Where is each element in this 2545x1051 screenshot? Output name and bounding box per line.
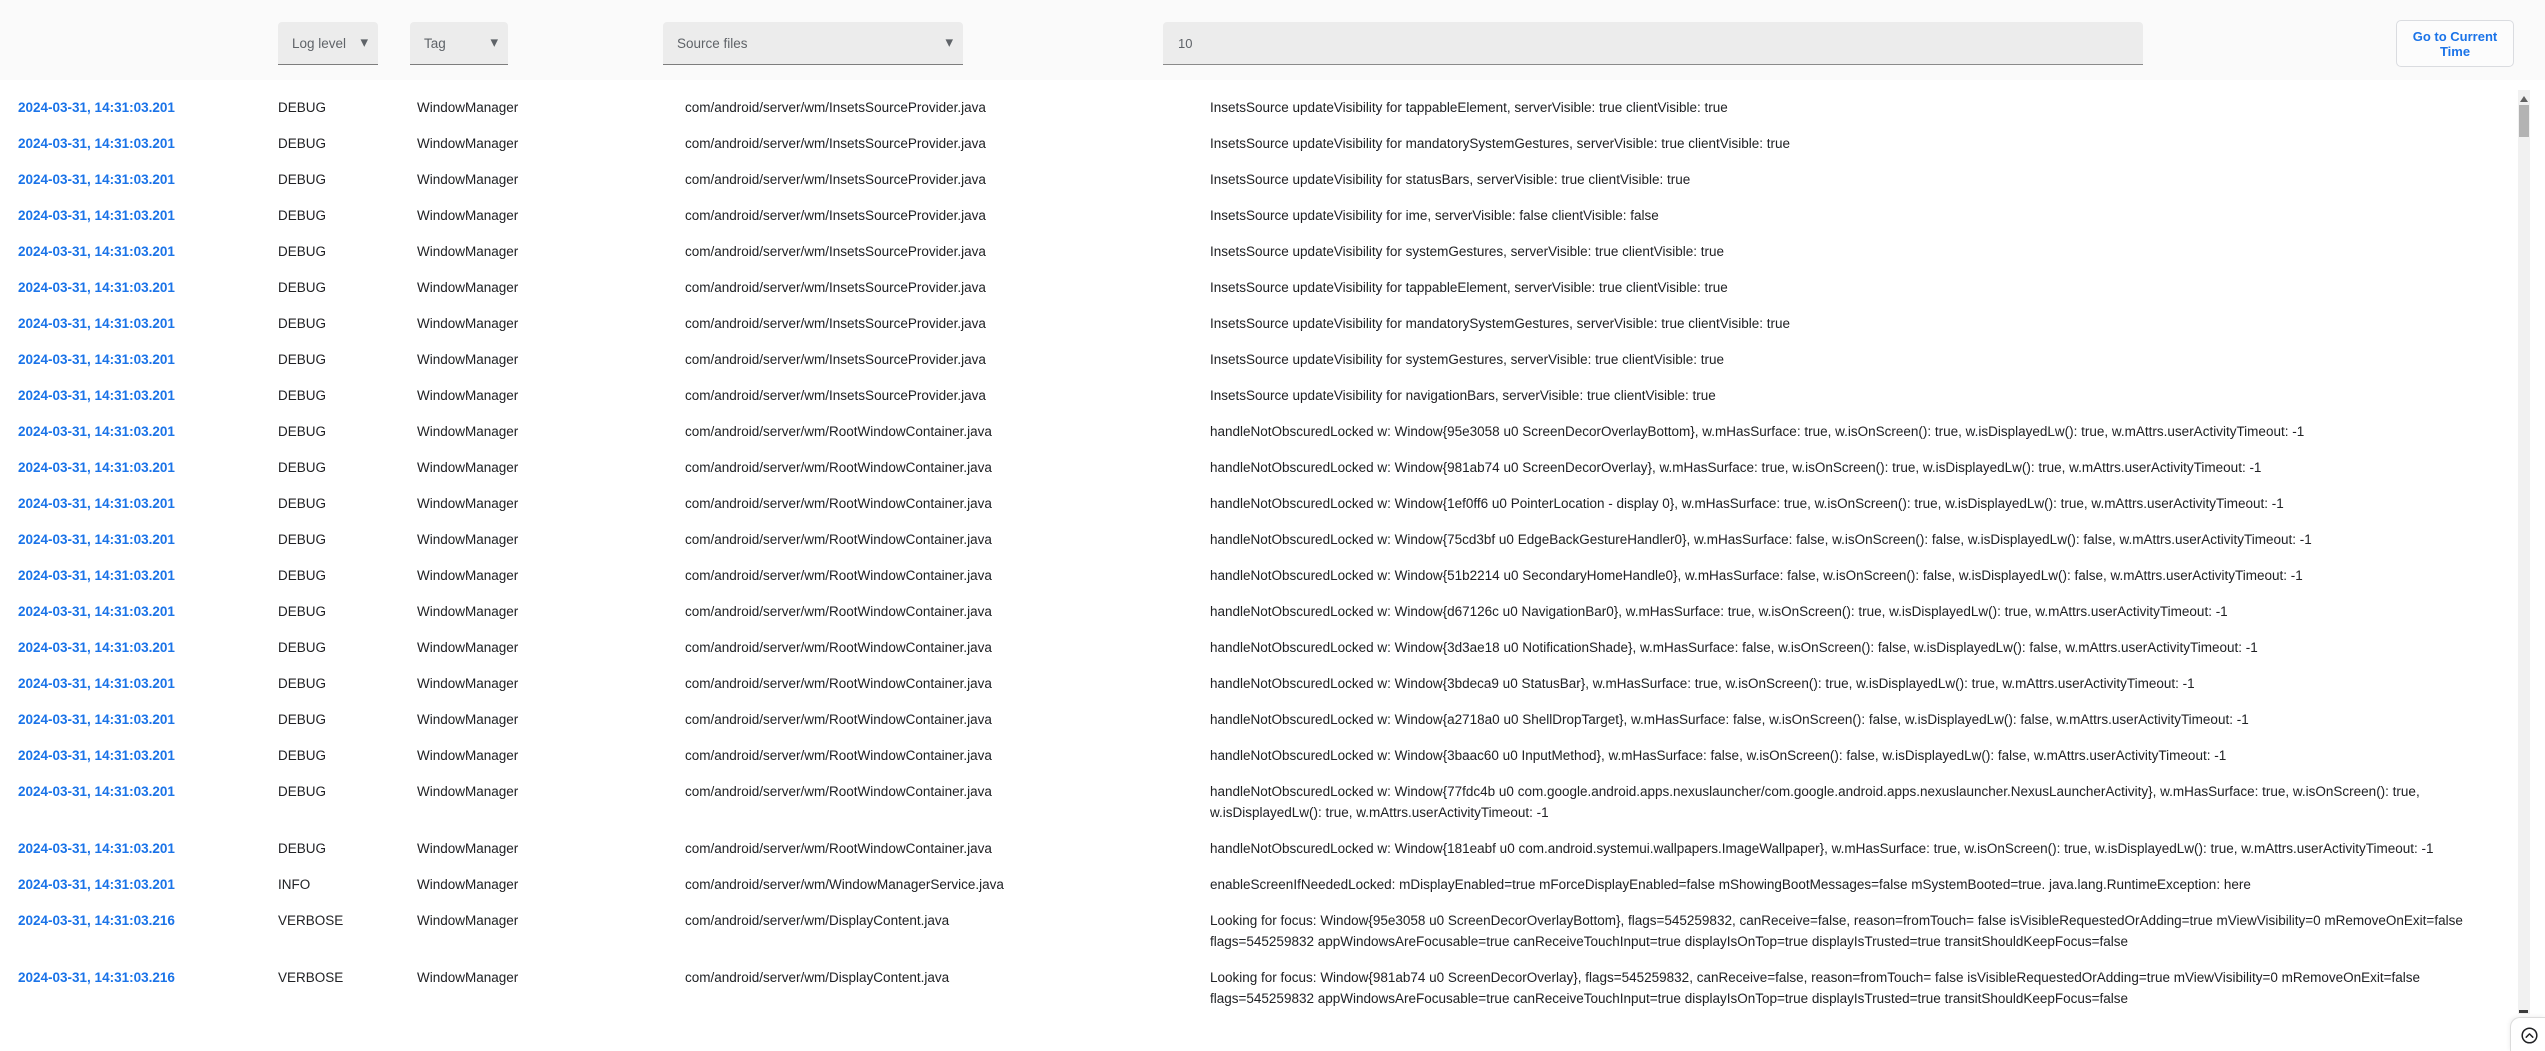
log-row [0,198,2520,234]
log-timestamp-link[interactable]: 2024-03-31, 14:31:03.201 [18,604,175,619]
log-message-cell: handleNotObscuredLocked w: Window{51b2214 u0 SecondaryHomeHandle0}, w.mHasSurface: false, w.isOnScreen(): false, w.isDisplayedLw(): false, w.mAttrs.userActivityTimeout: -1 [1210,568,2303,583]
log-row [0,378,2520,414]
log-tag-cell: WindowManager [417,244,519,259]
log-message-cell: handleNotObscuredLocked w: Window{a2718a0 u0 ShellDropTarget}, w.mHasSurface: false, w.isOnScreen(): false, w.isDisplayedLw(): false, w.mAttrs.userActivityTimeout: -1 [1210,712,2249,727]
scrollbar-up-arrow-icon[interactable] [2520,96,2528,102]
log-level-cell: VERBOSE [278,970,344,985]
log-row [0,270,2520,306]
log-message-cell: InsetsSource updateVisibility for ime, serverVisible: false clientVisible: false [1210,208,1659,223]
log-source-file-cell: com/android/server/wm/InsetsSourceProvider.java [685,316,986,331]
log-message-cell: handleNotObscuredLocked w: Window{181eabf u0 com.android.systemui.wallpapers.ImageWallpaper}, w.mHasSurface: true, w.isOnScreen(): true, w.isDisplayedLw(): true, w.mAttrs.userActivityTimeout: -1 [1210,841,2434,856]
log-row [0,306,2520,342]
log-level-cell: INFO [278,877,311,892]
go-to-current-time-button[interactable]: Go to Current Time [2396,20,2514,67]
log-level-cell: DEBUG [278,496,327,511]
log-message-cell: handleNotObscuredLocked w: Window{1ef0ff6 u0 PointerLocation - display 0}, w.mHasSurface: true, w.isOnScreen(): true, w.isDisplayedLw(): true, w.mAttrs.userActivityTimeout: -1 [1210,496,2284,511]
log-tag-cell: WindowManager [417,316,519,331]
log-tag-cell: WindowManager [417,748,519,763]
log-tag-cell: WindowManager [417,841,519,856]
scroll-to-top-button[interactable] [2510,1017,2545,1051]
log-tag-cell: WindowManager [417,604,519,619]
log-message-cell: InsetsSource updateVisibility for statusBars, serverVisible: true clientVisible: true [1210,172,1691,187]
log-tag-cell: WindowManager [417,877,519,892]
log-level-cell: DEBUG [278,352,327,367]
log-message-cell: InsetsSource updateVisibility for mandatorySystemGestures, serverVisible: true clientVisible: true [1210,136,1791,151]
log-row [0,630,2520,666]
log-tag-cell: WindowManager [417,460,519,475]
log-timestamp-link[interactable]: 2024-03-31, 14:31:03.201 [18,424,175,439]
log-message-cell: InsetsSource updateVisibility for systemGestures, serverVisible: true clientVisible: true [1210,244,1724,259]
log-table-body [0,90,2520,1017]
log-source-file-cell: com/android/server/wm/RootWindowContainer.java [685,424,992,439]
vertical-scrollbar[interactable] [2518,90,2530,1014]
log-tag-cell: WindowManager [417,676,519,691]
log-level-cell: DEBUG [278,784,327,799]
log-message-cell: Looking for focus: Window{981ab74 u0 ScreenDecorOverlay}, flags=545259832, canReceive=false, reason=fromTouch= false isVisibleRequestedOrAdding=true mViewVisibility=0 mRemoveOnExit=false flags=545259832 appWindowsAreFocusable=true canReceiveTouchInput=true displayIsOnTop=true displayIsTrusted=true transitShouldKeepFocus=false [1210,970,2421,1006]
chevron-down-icon: ▾ [360,33,368,51]
log-tag-cell: WindowManager [417,784,519,799]
log-timestamp-link[interactable]: 2024-03-31, 14:31:03.201 [18,877,175,892]
log-message-cell: handleNotObscuredLocked w: Window{75cd3bf u0 EdgeBackGestureHandler0}, w.mHasSurface: false, w.isOnScreen(): false, w.isDisplayedLw(): false, w.mAttrs.userActivityTimeout: -1 [1210,532,2312,547]
log-tag-cell: WindowManager [417,712,519,727]
log-level-cell: DEBUG [278,172,327,187]
log-level-cell: DEBUG [278,748,327,763]
log-tag-cell: WindowManager [417,100,519,115]
log-row [0,234,2520,270]
log-level-cell: DEBUG [278,280,327,295]
log-timestamp-link[interactable]: 2024-03-31, 14:31:03.201 [18,388,175,403]
log-level-cell: DEBUG [278,640,327,655]
log-timestamp-link[interactable]: 2024-03-31, 14:31:03.216 [18,913,175,928]
log-message-cell: InsetsSource updateVisibility for tappableElement, serverVisible: true clientVisible: true [1210,100,1728,115]
log-row [0,558,2520,594]
circled-chevron-up-icon [2521,1027,2538,1044]
log-timestamp-link[interactable]: 2024-03-31, 14:31:03.201 [18,316,175,331]
log-tag-cell: WindowManager [417,388,519,403]
log-row [0,522,2520,558]
log-row [0,126,2520,162]
log-timestamp-link[interactable]: 2024-03-31, 14:31:03.201 [18,244,175,259]
log-level-cell: DEBUG [278,712,327,727]
filter-value-input[interactable] [1163,22,2143,65]
log-row [0,702,2520,738]
log-timestamp-link[interactable]: 2024-03-31, 14:31:03.201 [18,568,175,583]
log-source-file-cell: com/android/server/wm/InsetsSourceProvider.java [685,388,986,403]
scrollbar-thumb[interactable] [2519,105,2529,137]
log-level-cell: DEBUG [278,604,327,619]
chevron-down-icon: ▾ [490,33,498,51]
log-message-cell: handleNotObscuredLocked w: Window{77fdc4b u0 com.google.android.apps.nexuslauncher/com.google.android.apps.nexuslauncher.NexusLauncherActivity}, w.mHasSurface: true, w.isOnScreen(): true, w.isDisplayedLw(): true, w.mAttrs.userActivityTimeout: -1 [1210,784,2420,820]
log-tag-cell: WindowManager [417,208,519,223]
scrollbar-end-mark [2519,1010,2528,1013]
log-timestamp-link[interactable]: 2024-03-31, 14:31:03.201 [18,841,175,856]
log-tag-cell: WindowManager [417,352,519,367]
log-tag-cell: WindowManager [417,970,519,985]
log-source-file-cell: com/android/server/wm/InsetsSourceProvider.java [685,352,986,367]
log-row [0,450,2520,486]
log-timestamp-link[interactable]: 2024-03-31, 14:31:03.201 [18,784,175,799]
log-level-cell: DEBUG [278,100,327,115]
filter-toolbar [0,0,2545,80]
log-row [0,774,2520,831]
log-source-file-cell: com/android/server/wm/RootWindowContainer.java [685,640,992,655]
log-tag-cell: WindowManager [417,496,519,511]
log-row [0,960,2520,1017]
log-tag-cell: WindowManager [417,280,519,295]
log-level-cell: DEBUG [278,136,327,151]
log-message-cell: Looking for focus: Window{95e3058 u0 ScreenDecorOverlayBottom}, flags=545259832, canReceive=false, reason=fromTouch= false isVisibleRequestedOrAdding=true mViewVisibility=0 mRemoveOnExit=false flags=545259832 appWindowsAreFocusable=true canReceiveTouchInput=true displayIsOnTop=true displayIsTrusted=true transitShouldKeepFocus=false [1210,913,2463,949]
log-row [0,666,2520,702]
log-source-file-cell: com/android/server/wm/InsetsSourceProvider.java [685,100,986,115]
log-level-cell: DEBUG [278,841,327,856]
log-source-file-cell: com/android/server/wm/DisplayContent.java [685,913,950,928]
log-row [0,831,2520,867]
log-source-file-cell: com/android/server/wm/RootWindowContainer.java [685,496,992,511]
log-timestamp-link[interactable]: 2024-03-31, 14:31:03.201 [18,712,175,727]
log-message-cell: InsetsSource updateVisibility for systemGestures, serverVisible: true clientVisible: true [1210,352,1724,367]
log-timestamp-link[interactable]: 2024-03-31, 14:31:03.201 [18,280,175,295]
log-timestamp-link[interactable]: 2024-03-31, 14:31:03.201 [18,208,175,223]
log-timestamp-link[interactable]: 2024-03-31, 14:31:03.201 [18,676,175,691]
log-message-cell: enableScreenIfNeededLocked: mDisplayEnabled=true mForceDisplayEnabled=false mShowingBootMessages=false mSystemBooted=true. java.lang.RuntimeException: here [1210,877,2251,892]
log-message-cell: handleNotObscuredLocked w: Window{95e3058 u0 ScreenDecorOverlayBottom}, w.mHasSurface: true, w.isOnScreen(): true, w.isDisplayedLw(): true, w.mAttrs.userActivityTimeout: -1 [1210,424,2305,439]
log-message-cell: handleNotObscuredLocked w: Window{3d3ae18 u0 NotificationShade}, w.mHasSurface: false, w.isOnScreen(): false, w.isDisplayedLw(): false, w.mAttrs.userActivityTimeout: -1 [1210,640,2258,655]
log-source-file-cell: com/android/server/wm/RootWindowContainer.java [685,676,992,691]
log-level-cell: DEBUG [278,388,327,403]
log-source-file-cell: com/android/server/wm/InsetsSourceProvider.java [685,172,986,187]
log-source-file-cell: com/android/server/wm/DisplayContent.java [685,970,950,985]
log-level-cell: DEBUG [278,460,327,475]
log-row [0,162,2520,198]
log-level-cell: DEBUG [278,244,327,259]
log-level-cell: DEBUG [278,676,327,691]
log-row [0,903,2520,960]
log-row [0,414,2520,450]
log-timestamp-link[interactable]: 2024-03-31, 14:31:03.216 [18,970,175,985]
log-row [0,342,2520,378]
log-level-cell: DEBUG [278,316,327,331]
log-source-file-cell: com/android/server/wm/InsetsSourceProvider.java [685,244,986,259]
log-level-filter-dropdown[interactable] [278,22,378,65]
chevron-down-icon: ▾ [945,33,953,51]
log-level-cell: VERBOSE [278,913,344,928]
log-row [0,90,2520,126]
log-source-file-cell: com/android/server/wm/RootWindowContainer.java [685,841,992,856]
log-tag-cell: WindowManager [417,568,519,583]
log-tag-cell: WindowManager [417,913,519,928]
log-timestamp-link[interactable]: 2024-03-31, 14:31:03.201 [18,532,175,547]
log-level-cell: DEBUG [278,532,327,547]
log-timestamp-link[interactable]: 2024-03-31, 14:31:03.201 [18,100,175,115]
log-tag-cell: WindowManager [417,172,519,187]
log-source-file-cell: com/android/server/wm/RootWindowContainer.java [685,784,992,799]
log-message-cell: handleNotObscuredLocked w: Window{3bdeca9 u0 StatusBar}, w.mHasSurface: true, w.isOnScreen(): true, w.isDisplayedLw(): true, w.mAttrs.userActivityTimeout: -1 [1210,676,2195,691]
log-source-file-cell: com/android/server/wm/RootWindowContainer.java [685,712,992,727]
source-files-filter-label: Source files [677,35,748,51]
log-source-file-cell: com/android/server/wm/RootWindowContainer.java [685,748,992,763]
log-message-cell: handleNotObscuredLocked w: Window{3baac60 u0 InputMethod}, w.mHasSurface: false, w.isOnScreen(): false, w.isDisplayedLw(): false, w.mAttrs.userActivityTimeout: -1 [1210,748,2227,763]
log-level-filter-label: Log level [292,35,347,51]
log-row [0,738,2520,774]
log-level-cell: DEBUG [278,208,327,223]
log-message-cell: handleNotObscuredLocked w: Window{d67126c u0 NavigationBar0}, w.mHasSurface: true, w.isOnScreen(): true, w.isDisplayedLw(): true, w.mAttrs.userActivityTimeout: -1 [1210,604,2228,619]
source-files-filter-dropdown[interactable] [663,22,963,65]
log-row [0,867,2520,903]
log-tag-cell: WindowManager [417,424,519,439]
log-source-file-cell: com/android/server/wm/InsetsSourceProvider.java [685,280,986,295]
log-timestamp-link[interactable]: 2024-03-31, 14:31:03.201 [18,352,175,367]
log-timestamp-link[interactable]: 2024-03-31, 14:31:03.201 [18,496,175,511]
log-timestamp-link[interactable]: 2024-03-31, 14:31:03.201 [18,640,175,655]
tag-filter-dropdown[interactable] [410,22,508,65]
tag-filter-label: Tag [424,35,446,51]
log-source-file-cell: com/android/server/wm/WindowManagerService.java [685,877,1004,892]
log-message-cell: InsetsSource updateVisibility for navigationBars, serverVisible: true clientVisible: true [1210,388,1716,403]
log-message-cell: InsetsSource updateVisibility for mandatorySystemGestures, serverVisible: true clientVisible: true [1210,316,1791,331]
log-level-cell: DEBUG [278,424,327,439]
log-source-file-cell: com/android/server/wm/InsetsSourceProvider.java [685,136,986,151]
log-timestamp-link[interactable]: 2024-03-31, 14:31:03.201 [18,460,175,475]
log-source-file-cell: com/android/server/wm/RootWindowContainer.java [685,460,992,475]
log-source-file-cell: com/android/server/wm/RootWindowContainer.java [685,604,992,619]
log-timestamp-link[interactable]: 2024-03-31, 14:31:03.201 [18,748,175,763]
log-source-file-cell: com/android/server/wm/RootWindowContainer.java [685,568,992,583]
log-message-cell: InsetsSource updateVisibility for tappableElement, serverVisible: true clientVisible: true [1210,280,1728,295]
log-timestamp-link[interactable]: 2024-03-31, 14:31:03.201 [18,172,175,187]
log-tag-cell: WindowManager [417,640,519,655]
log-level-cell: DEBUG [278,568,327,583]
log-timestamp-link[interactable]: 2024-03-31, 14:31:03.201 [18,136,175,151]
log-tag-cell: WindowManager [417,136,519,151]
log-source-file-cell: com/android/server/wm/InsetsSourceProvider.java [685,208,986,223]
log-tag-cell: WindowManager [417,532,519,547]
log-row [0,486,2520,522]
log-message-cell: handleNotObscuredLocked w: Window{981ab74 u0 ScreenDecorOverlay}, w.mHasSurface: true, w.isOnScreen(): true, w.isDisplayedLw(): true, w.mAttrs.userActivityTimeout: -1 [1210,460,2262,475]
log-row [0,594,2520,630]
log-source-file-cell: com/android/server/wm/RootWindowContainer.java [685,532,992,547]
